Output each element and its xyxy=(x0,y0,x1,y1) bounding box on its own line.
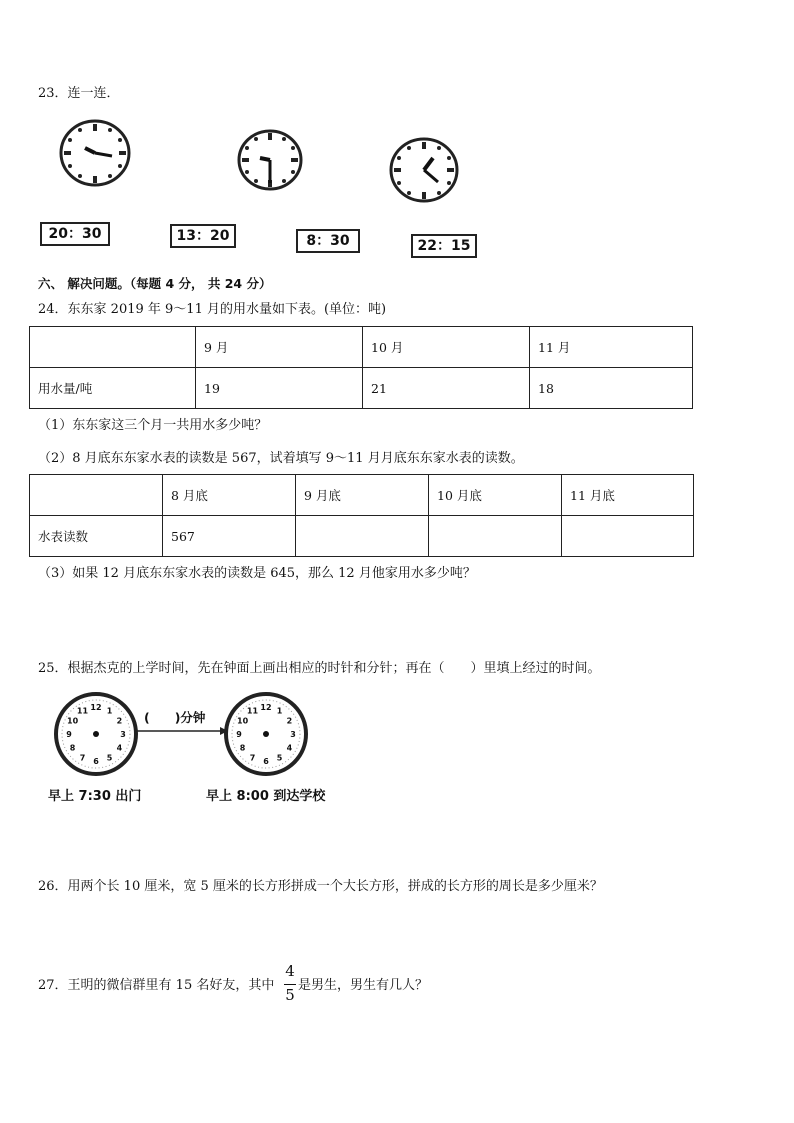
q23-title: 23．连一连． xyxy=(38,86,120,101)
q24-sub2: （2）8 月底东东家水表的读数是 567，试着填写 9～11 月月底东东家水表的读数。 xyxy=(38,451,524,466)
arrow-icon xyxy=(136,726,228,736)
table-cell: 10 月 xyxy=(363,327,530,368)
clock-numeral: 9 xyxy=(236,730,242,739)
clock-icon xyxy=(58,118,132,188)
table-cell: 用水量/吨 xyxy=(30,368,196,409)
table-header-row xyxy=(30,475,694,516)
q24-sub1: （1）东东家这三个月一共用水多少吨？ xyxy=(38,418,268,433)
table-cell: 19 xyxy=(196,368,363,409)
answer-cell[interactable] xyxy=(562,516,694,557)
clock-numeral: 7 xyxy=(79,753,86,763)
clock-numeral: 3 xyxy=(120,730,126,739)
time-card[interactable]: 8：30 xyxy=(296,229,360,253)
clock-numeral: 10 xyxy=(237,716,249,726)
clock-numeral: 8 xyxy=(69,743,76,753)
clock-numeral: 1 xyxy=(276,706,283,716)
fraction-bar xyxy=(284,984,296,985)
clock-numeral: 3 xyxy=(290,730,296,739)
table-cell: 8 月底 xyxy=(163,475,296,516)
clock-numeral: 12 xyxy=(90,703,102,712)
q25-title: 25．根据杰克的上学时间，先在钟面上画出相应的时针和分针；再在（ ）里填上经过的时间。 xyxy=(38,661,601,676)
table-cell: 9 月 xyxy=(196,327,363,368)
table-cell: 水表读数 xyxy=(30,516,163,557)
clock-face-left[interactable] xyxy=(52,690,140,778)
time-card[interactable]: 13：20 xyxy=(170,224,236,248)
right-clock-caption: 早上 8:00 到达学校 xyxy=(206,789,326,804)
fraction-numerator: 4 xyxy=(285,962,295,980)
answer-cell[interactable] xyxy=(296,516,429,557)
q27-text-before: 27．王明的微信群里有 15 名好友，其中 xyxy=(38,978,275,993)
clock-numeral: 1 xyxy=(106,706,113,716)
water-usage-table xyxy=(29,326,693,409)
clock-numeral: 6 xyxy=(263,757,269,766)
q24-title: 24．东东家 2019 年 9～11 月的用水量如下表。(单位：吨) xyxy=(38,302,387,317)
q27-text-after: 是男生，男生有几人？ xyxy=(298,978,429,993)
table-row xyxy=(30,368,693,409)
fraction-denominator: 5 xyxy=(285,986,295,1004)
left-clock-caption: 早上 7:30 出门 xyxy=(48,789,142,804)
q24-sub3: （3）如果 12 月底东东家水表的读数是 645，那么 12 月他家用水多少吨？ xyxy=(38,566,476,581)
clock-numeral: 9 xyxy=(66,730,72,739)
clock-numeral: 11 xyxy=(246,706,259,716)
time-card[interactable]: 22：15 xyxy=(411,234,477,258)
q26-title: 26．用两个长 10 厘米，宽 5 厘米的长方形拼成一个大长方形，拼成的长方形的周长是多少厘米？ xyxy=(38,879,603,894)
table-cell: 9 月底 xyxy=(296,475,429,516)
clock-numeral: 11 xyxy=(76,706,89,716)
clock-numeral: 5 xyxy=(106,753,113,763)
clock-numeral: 7 xyxy=(249,753,256,763)
clock-numeral: 2 xyxy=(286,716,293,726)
table-cell: 567 xyxy=(163,516,296,557)
table-cell xyxy=(30,327,196,368)
table-cell: 21 xyxy=(363,368,530,409)
table-header-row xyxy=(30,327,693,368)
table-cell: 11 月底 xyxy=(562,475,694,516)
table-cell: 10 月底 xyxy=(429,475,562,516)
table-cell xyxy=(30,475,163,516)
table-cell: 18 xyxy=(530,368,693,409)
clock-numeral: 10 xyxy=(67,716,79,726)
table-row xyxy=(30,516,694,557)
table-cell: 11 月 xyxy=(530,327,693,368)
clock-numeral: 5 xyxy=(276,753,283,763)
clock-numeral: 12 xyxy=(260,703,272,712)
clock-icon xyxy=(236,128,304,192)
time-card[interactable]: 20：30 xyxy=(40,222,110,246)
clock-numeral: 4 xyxy=(286,743,293,753)
answer-cell[interactable] xyxy=(429,516,562,557)
meter-reading-table xyxy=(29,474,694,557)
clock-icon xyxy=(388,136,460,204)
clock-numeral: 4 xyxy=(116,743,123,753)
clock-numeral: 6 xyxy=(93,757,99,766)
clock-face-right[interactable] xyxy=(222,690,310,778)
elapsed-minutes-label[interactable]: ( )分钟 xyxy=(144,710,206,725)
section-title: 六、 解决问题。（每题 4 分， 共 24 分） xyxy=(38,276,272,291)
clock-numeral: 2 xyxy=(116,716,123,726)
clock-numeral: 8 xyxy=(239,743,246,753)
